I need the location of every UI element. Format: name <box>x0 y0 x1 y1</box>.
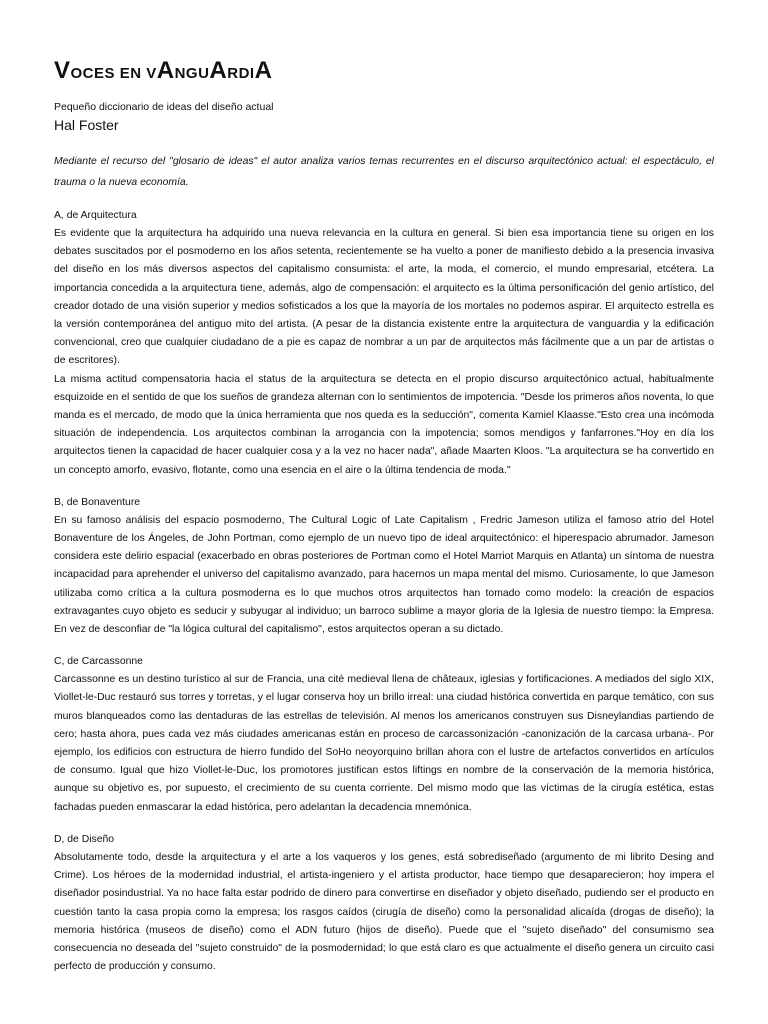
section-heading: D, de Diseño <box>54 833 115 845</box>
section-c <box>54 653 714 817</box>
title-part: RDI <box>227 65 255 82</box>
title-part: V <box>54 57 71 84</box>
paragraph: La misma actitud compensatoria hacia el status de la arquitectura se detecta en el propio discurso arquitectónico actual, habitualmente esquizoide en el sentido de que los sueños de grandeza alternan con lo sentimientos de impotencia. "Desde los primeros años noventa, lo que manda es el mercado, de modo que la única herramienta que nos queda es la seducción", comenta Kamiel Klaasse."Esto crea una incómoda situación de independencia. Los arquitectos combinan la arrogancia con la impotencia; somos mendigos y fanfarrones."Hoy en día los arquitectos tienen la capacidad de hacer cualquier cosa y a la vez no hacer nada", añade Maarten Kloos. "La arquitectura se ha convertido en un concepto amorfo, evasivo, flotante, como una esencia en el aire o la última tendencia de moda." <box>54 373 714 476</box>
document-title <box>54 56 714 89</box>
section-heading: B, de Bonaventure <box>54 496 141 508</box>
document-abstract: Mediante el recurso del "glosario de ideas" el autor analiza varios temas recurrentes en el discurso arquitectónico actual: el espectáculo, el trauma o la nueva economía. <box>54 156 714 188</box>
title-part: A <box>209 57 228 84</box>
paragraph: Carcassonne es un destino turístico al sur de Francia, una cité medieval llena de châteaux, iglesias y fortificaciones. A mediados del siglo XIX, Viollet-le-Duc restauró sus torres y torretas, y el lugar conserva hoy un brillo irreal: una ciudad histórica convertida en parque temático, con sus muros blanqueados como las dentaduras de las estrellas de televisión. Al menos los americanos construyen sus Disneylandias partiendo de cero; hasta ahora, pues cada vez más ciudades americanas están en proceso de carcassonización -canonización de la carcasa urbana-. Por ejemplo, los edificios con estructura de hierro fundido del SoHo neoyorquino brillan ahora con el lustre de artefactos convertidos en artículos de consumo. Igual que hizo Viollet-le-Duc, los promotores justifican estos liftings en nombre de la conservación de la memoria histórica, aunque su objetivo es, por supuesto, el crecimiento de su cuenta corriente. Del mismo modo que las víctimas de la cirugía estética, estas fachadas pueden enmascarar la edad histórica, pero adelantan la decadencia mnemónica. <box>54 674 714 813</box>
title-part: NGU <box>174 65 210 82</box>
paragraph: Es evidente que la arquitectura ha adquirido una nueva relevancia en la cultura en general. Si bien esa importancia tiene su origen en los debates suscitados por el posmoderno en los años setenta, recientemente se ha vuelto a poner de manifiesto debido a la presencia invasiva del diseño en los más diversos aspectos del capitalismo consumista: el arte, la moda, el comercio, el mundo empresarial, etcétera. La importancia concedida a la arquitectura tiene, además, algo de compensación: el arquitecto es la última personificación del genio artístico, del creador dotado de una visión superior y medios sofisticados a los que la mayoría de los mortales no podemos aspirar. El arquitecto estrella es la versión contemporánea del antiguo mito del artista. (A pesar de la distancia existente entre la arquitectura de vanguardia y la edificación convencional, creo que cualquier ciudadano de a pie es capaz de nombrar a un par de arquitectos más fácilmente que a un par de artistas o de escritores). <box>54 228 714 367</box>
title-part: OCES EN <box>70 65 147 82</box>
paragraph: En su famoso análisis del espacio posmoderno, The Cultural Logic of Late Capitalism , Fredric Jameson utiliza el famoso atrio del Hotel Bonaventure de los Ángeles, de John Portman, como ejemplo de un nuevo tipo de ideal arquitectónico: el hiperespacio abrumador. Jameson considera este delirio espacial (exacerbado en obras posteriores de Portman como el Hotel Marriot Marquis en Atlanta) un síntoma de nuestra incapacidad para aprehender el universo del capitalismo avanzado, para hacernos un mapa mental del mismo. Curiosamente, lo que Jameson utilizaba como crítica a la cultura posmoderna es lo que muchos otros arquitectos han tomado como modelo: la creación de espacios extravagantes cuyo objeto es seducir y subyugar al individuo; un barroco sublime a mayor gloria de la Iglesia de nuestro tiempo: la Empresa. En vez de desconfiar de "la lógica cultural del capitalismo", estos arquitectos operan a su dictado. <box>54 514 714 636</box>
paragraph: Absolutamente todo, desde la arquitectura y el arte a los vaqueros y los genes, está sobrediseñado (argumento de mi librito Desing and Crime). Los héroes de la modernidad industrial, el artista-ingeniero y el artista productor, hace tiempo que desaparecieron; hoy impera el diseñador posindustrial. Ya no hace falta estar podrido de dinero para convertirse en diseñador y objeto diseñado, pudiendo ser el producto en cuestión tanto la casa propia como la empresa; los rasgos caídos (cirugía de diseño) como la personalidad alicaída (drogas de diseño); la memoria histórica (museos de diseño) como el ADN futuro (hijos de diseño). Puede que el "sujeto diseñado" del consumismo sea consecuencia no deseada del "sujeto construido" de la posmodernidad; lo que está claro es que actualmente el diseño genera un circuito casi perfecto de producción y consumo. <box>54 851 714 973</box>
title-part: A <box>156 57 175 84</box>
title-part: A <box>254 57 273 84</box>
document-subtitle: Pequeño diccionario de ideas del diseño actual <box>54 101 274 113</box>
section-a <box>54 207 714 480</box>
title-part: V <box>146 65 157 82</box>
section-d <box>54 831 714 976</box>
section-heading: A, de Arquitectura <box>54 210 137 221</box>
document-author: Hal Foster <box>54 117 119 133</box>
section-b <box>54 494 714 639</box>
document-page <box>54 56 714 976</box>
section-heading: C, de Carcassonne <box>54 656 143 668</box>
